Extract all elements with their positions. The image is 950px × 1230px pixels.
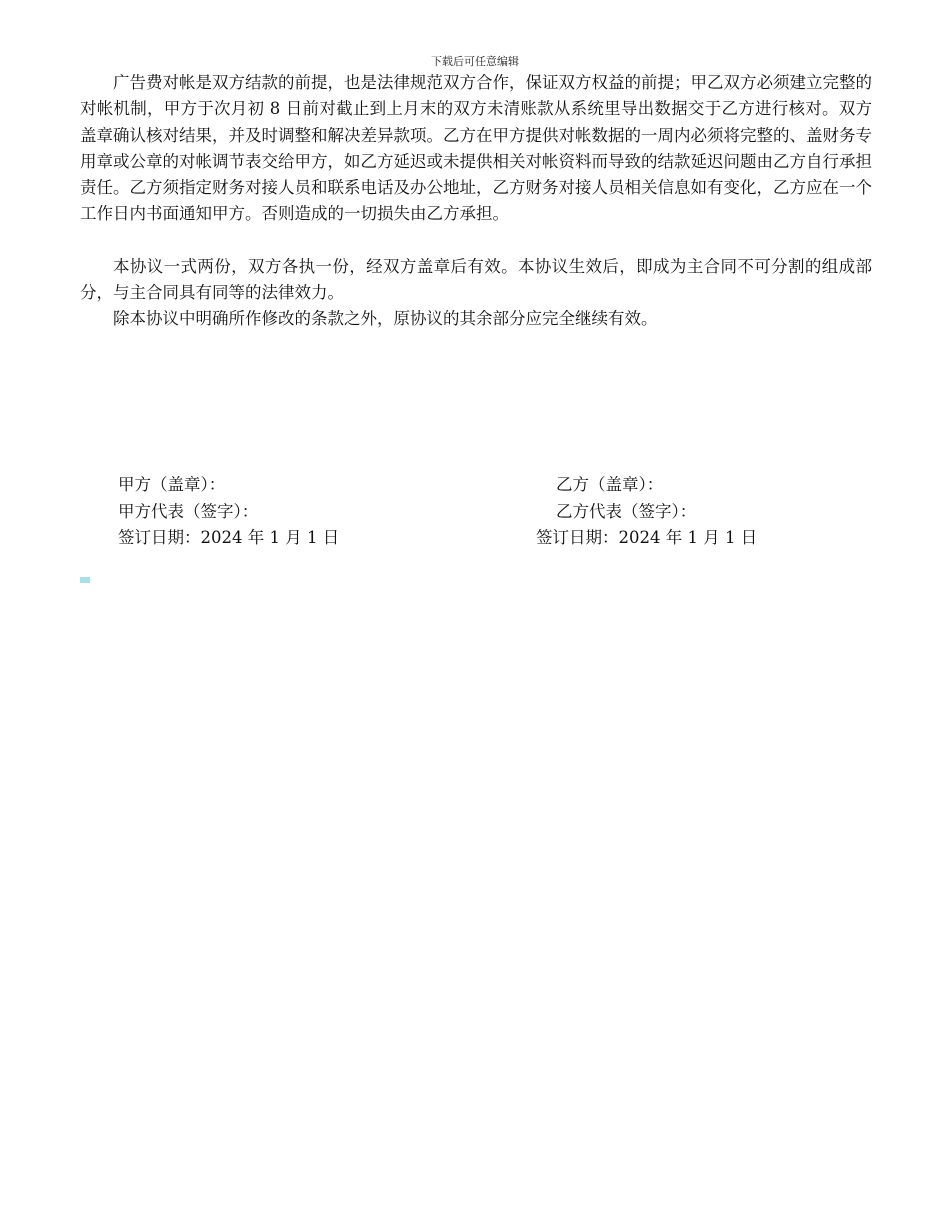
paragraph-remaining-terms: 除本协议中明确所作修改的条款之外，原协议的其余部分应完全继续有效。	[113, 309, 658, 329]
party-b-seal-label: 乙方（盖章）：	[556, 475, 664, 494]
party-a-date: 签订日期：2024 年 1 月 1 日	[118, 528, 340, 547]
paragraph-validity: 本协议一式两份，双方各执一份，经双方盖章后有效。本协议生效后，即成为主合同不可分割的组成部分，与主合同具有同等的法律效力。	[80, 256, 872, 303]
party-b-date: 签订日期：2024 年 1 月 1 日	[536, 528, 758, 547]
header-note: 下载后可任意编辑	[431, 55, 519, 68]
party-b-signature	[536, 472, 757, 552]
cursor-marker	[80, 577, 90, 583]
party-a-seal-label: 甲方（盖章）：	[118, 475, 226, 494]
party-a-signature	[118, 472, 339, 552]
paragraph-reconciliation: 广告费对帐是双方结款的前提，也是法律规范双方合作，保证双方权益的前提；甲乙双方必须建立完整的对帐机制，甲方于次月初 8 日前对截止到上月末的双方未清账款从系统里导出数据交于乙方进行核对。双方盖章确认核对结果，并及时调整和解决差异款项。乙方在甲方提供对帐数据的一周内必须将完整的、盖财务专用章或公章的对帐调节表交给甲方，如乙方延迟或未提供相关对帐资料而导致的结款延迟问题由乙方自行承担责任。乙方须指定财务对接人员和联系电话及办公地址，乙方财务对接人员相关信息如有变化，乙方应在一个工作日内书面通知甲方。否则造成的一切损失由乙方承担。	[80, 73, 872, 224]
party-b-representative-label: 乙方代表（签字）：	[556, 501, 697, 521]
party-a-representative-label: 甲方代表（签字）：	[118, 501, 259, 521]
agreement-body	[80, 70, 872, 333]
paragraph-spacer	[80, 228, 872, 254]
